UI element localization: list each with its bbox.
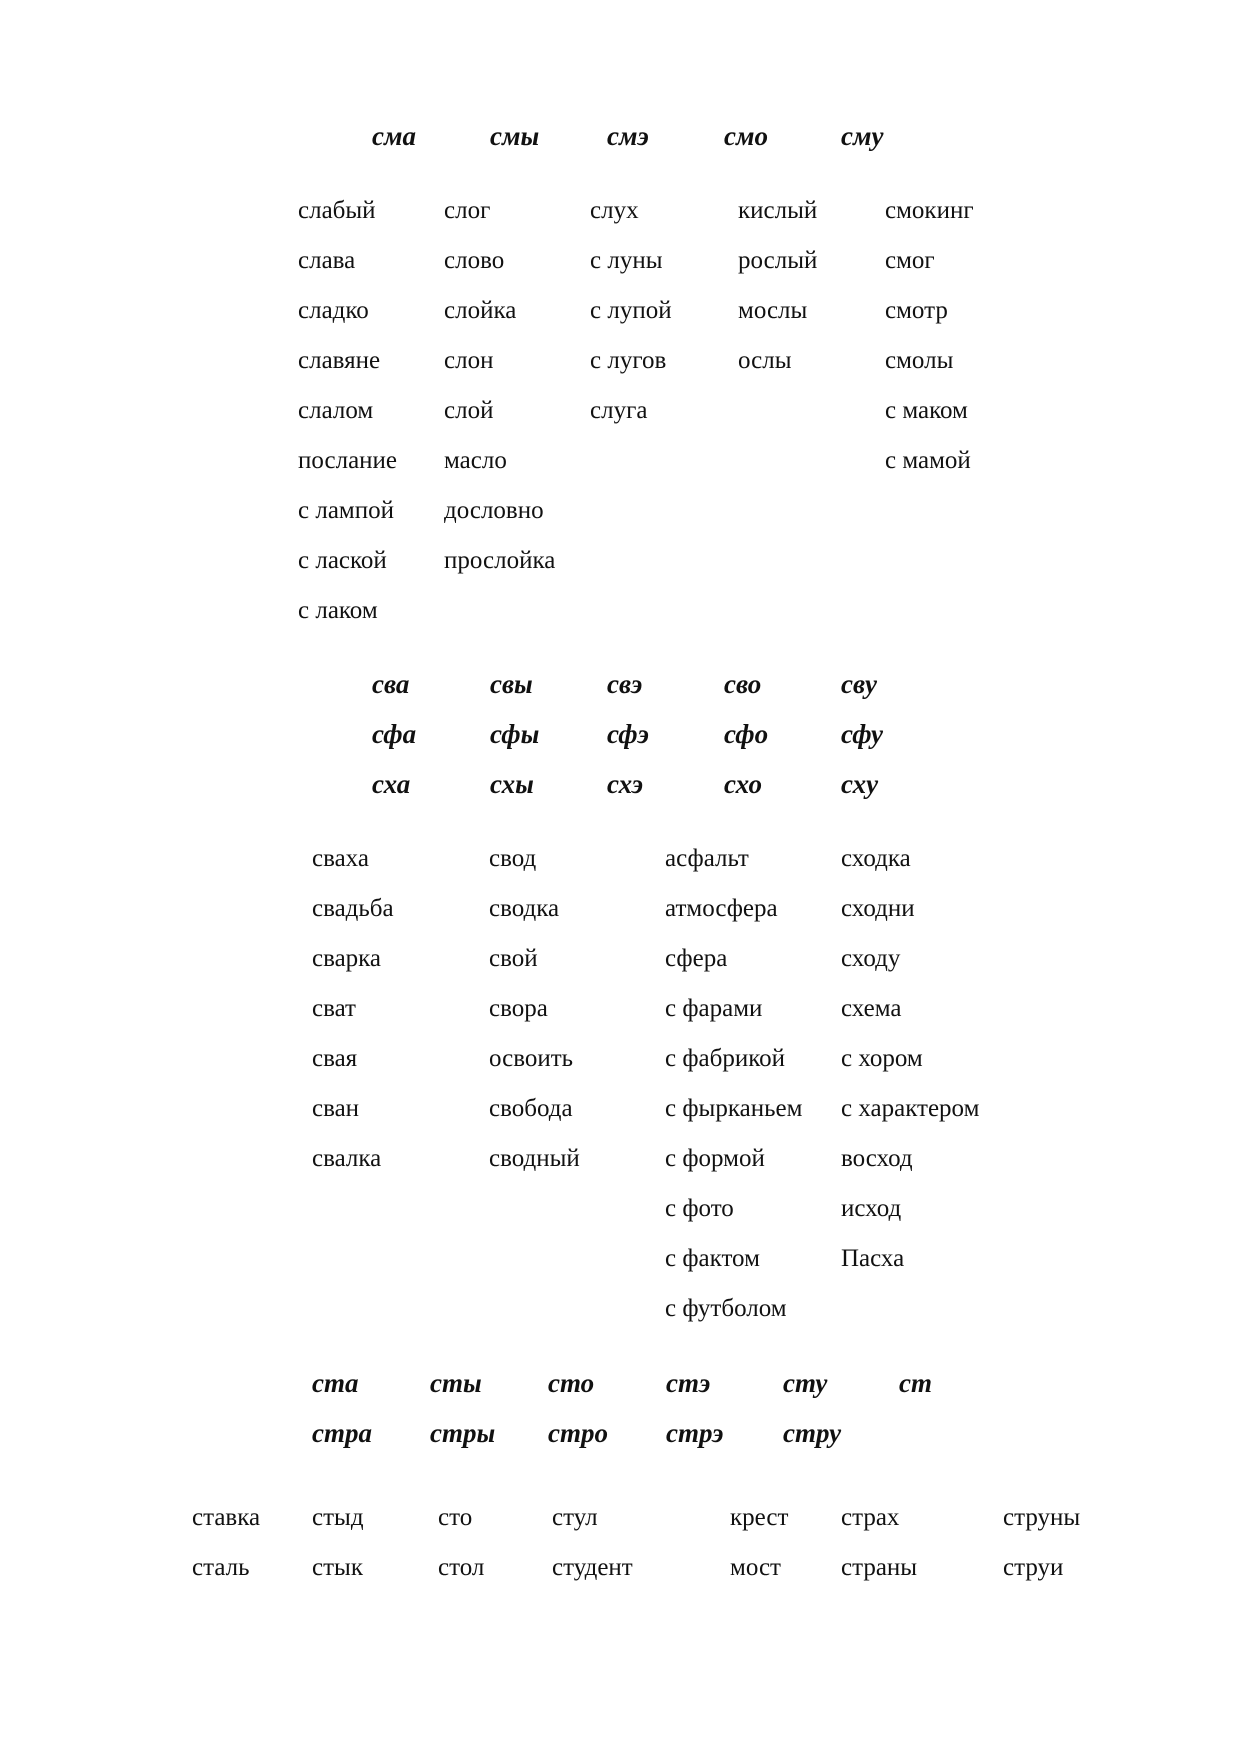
syllable: ст [899,1368,932,1398]
syllable: сву [841,669,878,699]
syllable: смо [724,121,768,151]
word: мост [730,1554,781,1581]
word: асфальт [665,845,749,872]
syllable: сфо [724,719,769,749]
word: страх [841,1504,900,1531]
word: стул [552,1504,598,1531]
word: слово [444,247,505,274]
syllable: стра [312,1418,372,1448]
word: свая [312,1045,358,1072]
word: свобода [489,1095,573,1122]
word: с фырканьем [665,1095,803,1122]
word: слог [444,197,491,224]
word: свадьба [312,895,394,922]
word: сходни [841,895,915,922]
word: исход [841,1195,902,1222]
word: смокинг [885,197,974,224]
word: крест [730,1504,789,1531]
word: масло [444,447,507,474]
syllable: сху [841,769,879,799]
syllable: сму [841,121,884,151]
word: прослойка [444,547,556,574]
word: с луны [590,247,663,274]
word: мослы [738,297,808,324]
word: с формой [665,1145,765,1172]
word: страны [841,1554,918,1581]
word: с лаской [298,547,387,574]
word: сталь [192,1554,250,1581]
word: с лупой [590,297,672,324]
syllable: сфы [490,719,540,749]
word: слава [298,247,356,274]
word: стыд [312,1504,364,1531]
word: сходка [841,845,911,872]
syllable: сво [724,669,762,699]
word: атмосфера [665,895,778,922]
word: стол [438,1554,485,1581]
word: ставка [192,1504,261,1531]
word: с фото [665,1195,734,1222]
syllable: сфу [841,719,883,749]
syllable: стрэ [666,1418,724,1448]
word: смотр [885,297,948,324]
word: свод [489,845,537,872]
syllable: свы [490,669,533,699]
syllable: схо [724,769,762,799]
word: студент [552,1554,633,1581]
word: сладко [298,297,369,324]
word: сто [438,1504,473,1531]
word: рослый [738,247,818,274]
syllable: сты [430,1368,482,1398]
syllable: стро [548,1418,608,1448]
word: слалом [298,397,374,424]
word: с лугов [590,347,667,374]
syllable: стэ [666,1368,711,1398]
syllable: сфэ [607,719,649,749]
word: освоить [489,1045,574,1072]
word: с характером [841,1095,980,1122]
word: слух [590,197,639,224]
word: струи [1003,1554,1064,1581]
syllable: смэ [607,121,649,151]
syllable: сва [372,669,410,699]
syllable: схэ [607,769,643,799]
word: сван [312,1095,360,1122]
word: стык [312,1554,363,1581]
syllable: свэ [607,669,643,699]
word: сваха [312,845,369,872]
syllable: схы [490,769,534,799]
word: с футболом [665,1295,787,1322]
syllable: сфа [372,719,417,749]
word: с фарами [665,995,763,1022]
word: славяне [298,347,381,374]
word: с лаком [298,597,378,624]
word: сварка [312,945,382,972]
syllable: сту [783,1368,828,1398]
word: с фактом [665,1245,760,1272]
word: кислый [738,197,818,224]
word: ослы [738,347,792,374]
word: с лампой [298,497,394,524]
word: дословно [444,497,544,524]
word: слуга [590,397,648,424]
syllable: стры [430,1418,496,1448]
word: свой [489,945,538,972]
word: с хором [841,1045,923,1072]
word: слой [444,397,494,424]
word: свалка [312,1145,382,1172]
word: схема [841,995,902,1022]
word: струны [1003,1504,1081,1531]
syllable: сма [372,121,416,151]
syllable: сха [372,769,411,799]
word: слон [444,347,494,374]
syllable: ста [312,1368,359,1398]
word: восход [841,1145,913,1172]
word: смолы [885,347,954,374]
word: слабый [298,197,376,224]
word: слойка [444,297,517,324]
word: с маком [885,397,968,424]
word: смог [885,247,935,274]
word: с фабрикой [665,1045,785,1072]
word: сват [312,995,356,1022]
syllable: смы [490,121,540,151]
word: свора [489,995,548,1022]
word: сфера [665,945,728,972]
word: сходу [841,945,901,972]
syllable: стру [783,1418,842,1448]
word: с мамой [885,447,971,474]
syllable: сто [548,1368,595,1398]
word: послание [298,447,398,474]
word: сводка [489,895,560,922]
word: Пасха [841,1245,905,1272]
word: сводный [489,1145,580,1172]
